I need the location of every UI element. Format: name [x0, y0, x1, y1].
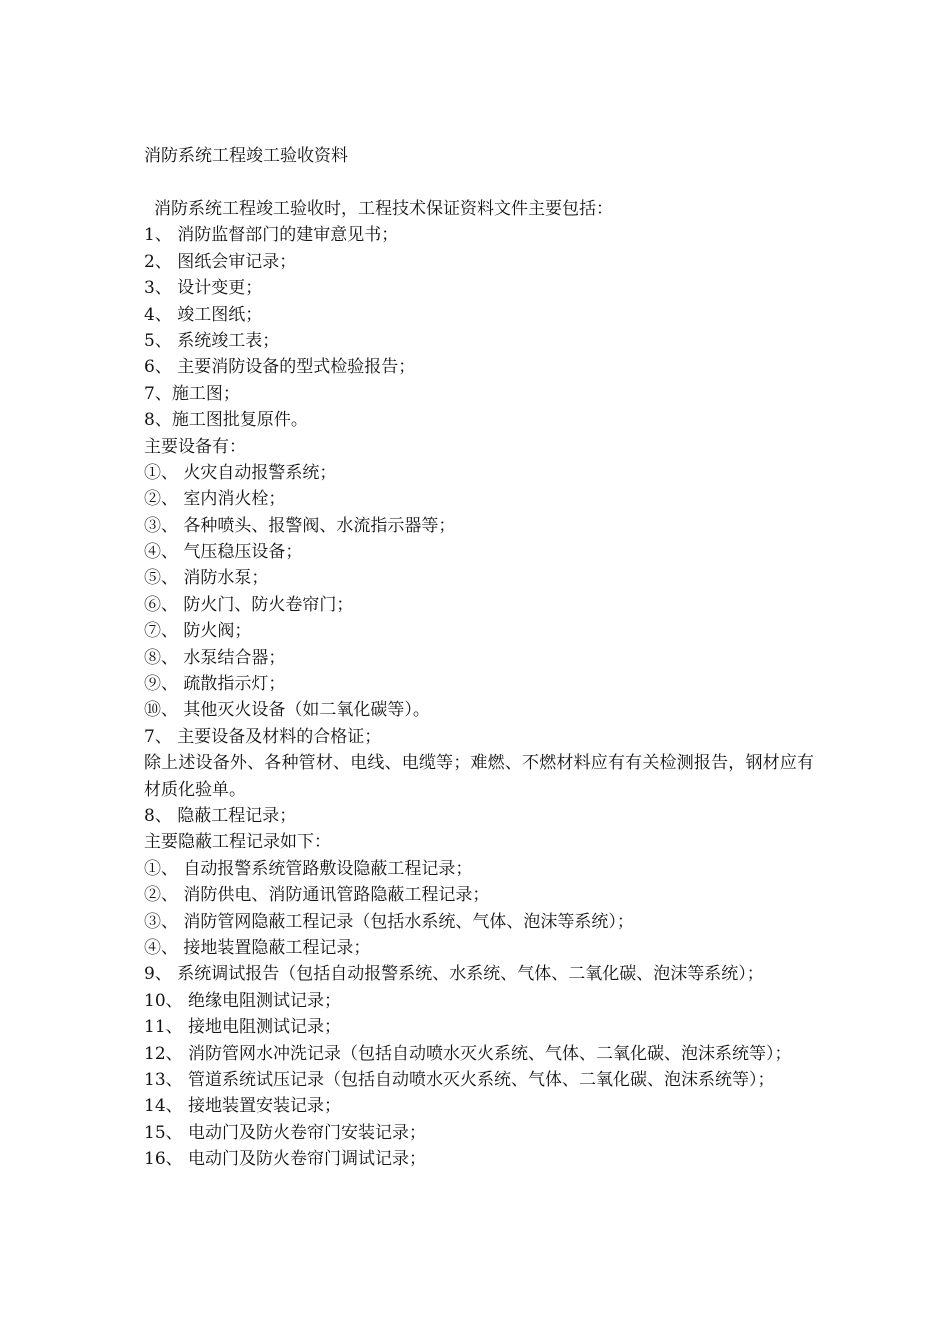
list-item: 16、 电动门及防火卷帘门调试记录；: [144, 1149, 427, 1170]
list-item: 10、 绝缘电阻测试记录；: [144, 990, 342, 1011]
list-item: ②、 室内消火栓；: [144, 489, 286, 510]
document-body: [144, 196, 814, 1173]
list-item: ④、 接地装置隐蔽工程记录；: [144, 937, 371, 958]
list-item: 7、施工图；: [144, 383, 240, 404]
list-item: 11、 接地电阻测试记录；: [144, 1017, 342, 1038]
list-item: 8、 隐蔽工程记录；: [144, 806, 297, 827]
list-item: ④、 气压稳压设备；: [144, 542, 303, 563]
list-item: 13、 管道系统试压记录（包括自动喷水灭火系统、气体、二氧化碳、泡沫系统等）；: [144, 1069, 775, 1090]
list-item: 15、 电动门及防火卷帘门安装记录；: [144, 1122, 427, 1143]
list-item: 5、 系统竣工表；: [144, 330, 280, 351]
section-heading: 主要隐蔽工程记录如下：: [144, 832, 331, 853]
list-item: 9、 系统调试报告（包括自动报警系统、水系统、气体、二氧化碳、泡沫等系统）；: [144, 964, 764, 985]
list-item: 14、 接地装置安装记录；: [144, 1096, 342, 1117]
list-item: 8、施工图批复原件。: [144, 410, 308, 431]
list-item: 1、 消防监督部门的建审意见书；: [144, 225, 399, 246]
section-heading: 主要设备有：: [144, 436, 246, 457]
paragraph: 除上述设备外、各种管材、电线、电缆等；难燃、不燃材料应有有关检测报告，钢材应有材质化验单。: [144, 753, 814, 800]
intro-paragraph: 消防系统工程竣工验收时，工程技术保证资料文件主要包括：: [154, 199, 613, 219]
list-item: ③、 消防管网隐蔽工程记录（包括水系统、气体、泡沫等系统）；: [144, 911, 634, 932]
list-item: ⑧、 水泵结合器；: [144, 647, 286, 668]
list-item: ②、 消防供电、消防通讯管路隐蔽工程记录；: [144, 885, 490, 906]
list-item: 3、 设计变更；: [144, 278, 263, 299]
list-item: ③、 各种喷头、报警阀、水流指示器等；: [144, 515, 456, 536]
list-item: 2、 图纸会审记录；: [144, 251, 297, 272]
list-item: ⑦、 防火阀；: [144, 621, 252, 642]
document-title: 消防系统工程竣工验收资料: [144, 146, 348, 166]
list-item: 6、 主要消防设备的型式检验报告；: [144, 357, 416, 378]
list-item: ①、 火灾自动报警系统；: [144, 462, 337, 483]
list-item: ⑤、 消防水泵；: [144, 568, 269, 589]
list-item: ⑥、 防火门、防火卷帘门；: [144, 594, 354, 615]
list-item: ⑩、 其他灭火设备（如二氧化碳等）。: [144, 700, 430, 721]
list-item: ①、 自动报警系统管路敷设隐蔽工程记录；: [144, 858, 473, 879]
list-item: 4、 竣工图纸；: [144, 304, 263, 325]
list-item: 12、 消防管网水冲洗记录（包括自动喷水灭火系统、气体、二氧化碳、泡沫系统等）；: [144, 1043, 792, 1064]
list-item: ⑨、 疏散指示灯；: [144, 674, 286, 695]
list-item: 7、 主要设备及材料的合格证；: [144, 726, 382, 747]
